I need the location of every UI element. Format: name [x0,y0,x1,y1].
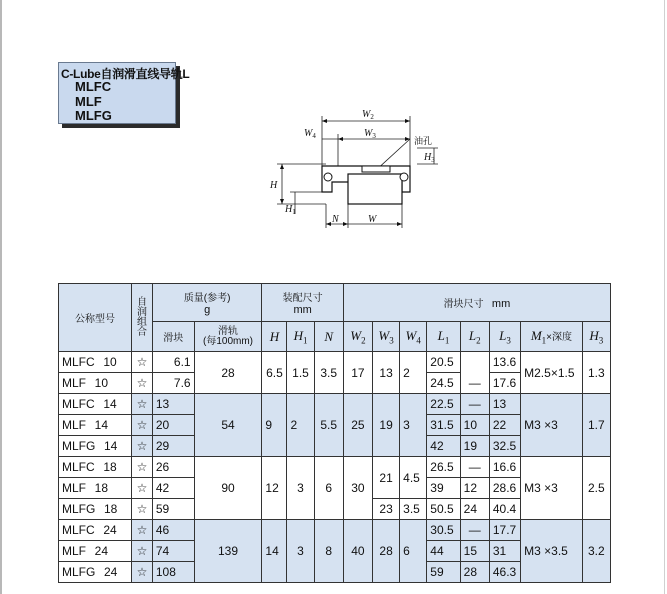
dim-H1: 3 [287,520,314,583]
dim-N: 6 [314,457,343,520]
self-lube-star: ☆ [132,436,153,457]
block-mass: 26 [152,457,194,478]
rail-shape [348,174,402,204]
label-w: W [368,214,377,225]
dim-L1: 39 [427,478,460,499]
dim-W3: 13 [373,352,400,394]
header-W4: $W_4$ [400,322,427,352]
header-mass: 质量(参考) g [152,284,262,322]
dim-W3: 28 [373,520,400,583]
title-main: C-Lube自润滑直线导轨L [61,67,190,81]
dim-H3: 3.2 [582,520,610,583]
title-line-mlf: MLF [75,94,102,109]
title-box [58,62,190,124]
dim-L3: 28.6 [489,478,520,499]
block-mass: 13 [152,394,194,415]
header-L2: $L_2$ [460,322,489,352]
title-line-mlfg: MLFG [75,108,112,123]
label-h: H [270,180,278,191]
dim-W2: 30 [343,457,372,520]
rail-mass: 90 [194,457,262,520]
self-lube-star: ☆ [132,478,153,499]
dim-L3: 46.3 [489,562,520,583]
block-mass: 74 [152,541,194,562]
dim-L2: — [460,520,489,541]
dim-W3: 21 [373,457,400,499]
dim-N: 5.5 [314,394,343,457]
dim-L2: 19 [460,436,489,457]
dim-L1: 44 [427,541,460,562]
dim-H: 14 [262,520,287,583]
header-L3: $L_3$ [489,322,520,352]
self-lube-star: ☆ [132,394,153,415]
dim-M1: M3 ×3 [521,394,583,457]
self-lube-star: ☆ [132,457,153,478]
dim-L3: 31 [489,541,520,562]
dim-L1: 59 [427,562,460,583]
label-h1: $H_1$ [285,204,296,216]
dim-W3: 19 [373,394,400,457]
block-mass: 6.1 [152,352,194,373]
self-lube-star: ☆ [132,562,153,583]
block-mass: 108 [152,562,194,583]
block-mass: 59 [152,499,194,520]
header-N: N [314,322,343,352]
dim-M1: M3 ×3 [521,457,583,520]
dim-L2: — [460,457,489,478]
dim-W4: 6 [400,520,427,583]
dim-L3: 17.6 [489,373,520,394]
dim-L1: 24.5 [427,373,460,394]
model-cell: MLFC 10 [59,352,132,373]
table-row [59,394,611,415]
dim-H: 9 [262,394,287,457]
label-oil-hole: 油孔 [414,137,433,147]
model-cell: MLFG 18 [59,499,132,520]
header-H3: $H_3$ [582,322,610,352]
dim-W2: 40 [343,520,372,583]
dim-H3: 2.5 [582,457,610,520]
dim-M1: M3 ×3.5 [521,520,583,583]
self-lube-star: ☆ [132,541,153,562]
dim-L3: 16.6 [489,457,520,478]
model-cell: MLFC 14 [59,394,132,415]
model-cell: MLF 14 [59,415,132,436]
rail-mass: 139 [194,520,262,583]
header-W2: $W_2$ [343,322,372,352]
model-cell: MLFG 24 [59,562,132,583]
header-model: 公称型号 [59,284,132,352]
spec-table [58,283,611,583]
dim-L1: 26.5 [427,457,460,478]
dim-L1: 20.5 [427,352,460,373]
dim-H3: 1.7 [582,394,610,457]
dim-L3: 22 [489,415,520,436]
model-cell: MLF 10 [59,373,132,394]
dim-L1: 22.5 [427,394,460,415]
dim-H3: 1.3 [582,352,610,394]
dim-W4: 2 [400,352,427,394]
header-self-lube: 自 润 组 合 [132,284,153,352]
block-mass: 46 [152,520,194,541]
self-lube-star: ☆ [132,373,153,394]
dim-H: 12 [262,457,287,520]
table-row [59,457,611,478]
rail-mass: 28 [194,352,262,394]
dim-L3: 32.5 [489,436,520,457]
self-lube-star: ☆ [132,352,153,373]
model-cell: MLF 18 [59,478,132,499]
dim-W3: 23 [373,499,400,520]
label-n: N [332,214,339,225]
block-mass: 20 [152,415,194,436]
table-row [59,520,611,541]
cross-section-diagram [262,104,452,234]
dim-H1: 3 [287,457,314,520]
title-line-mlfc: MLFC [75,79,112,94]
dim-N: 8 [314,520,343,583]
dim-L2: 24 [460,499,489,520]
page-right-border [664,0,665,594]
model-cell: MLF 24 [59,541,132,562]
header-L1: $L_1$ [427,322,460,352]
dim-L1: 50.5 [427,499,460,520]
dim-L2: 15 [460,541,489,562]
header-block-mass: 滑块 [152,322,194,352]
dim-L1: 31.5 [427,415,460,436]
dim-W4: 4.5 [400,457,427,499]
dim-L1: 30.5 [427,520,460,541]
rail-mass: 54 [194,394,262,457]
header-block-dims: 滑块尺寸 mm [343,284,610,322]
self-lube-star: ☆ [132,499,153,520]
dim-L3: 13 [489,394,520,415]
dim-L2 [460,352,489,373]
dim-L2: — [460,394,489,415]
dim-L2: 28 [460,562,489,583]
page-left-border [0,0,2,594]
dim-L2: — [460,373,489,394]
block-mass: 7.6 [152,373,194,394]
header-rail-mass: 滑轨 (每100mm) [194,322,262,352]
header-H1: $H_1$ [287,322,314,352]
dim-L2: 10 [460,415,489,436]
block-mass: 42 [152,478,194,499]
label-w3: $W_3$ [364,128,376,140]
table-row [59,352,611,373]
dim-W2: 25 [343,394,372,457]
dim-W2: 17 [343,352,372,394]
dim-H1: 1.5 [287,352,314,394]
header-H: H [262,322,287,352]
self-lube-star: ☆ [132,520,153,541]
block-mass: 29 [152,436,194,457]
dim-L3: 17.7 [489,520,520,541]
header-W3: $W_3$ [373,322,400,352]
dim-H1: 2 [287,394,314,457]
self-lube-star: ☆ [132,415,153,436]
dim-M1: M2.5×1.5 [521,352,583,394]
dim-L1: 42 [427,436,460,457]
dim-L3: 13.6 [489,352,520,373]
model-cell: MLFG 14 [59,436,132,457]
dim-W4: 3.5 [400,499,427,520]
model-cell: MLFC 18 [59,457,132,478]
dim-N: 3.5 [314,352,343,394]
dim-W4: 3 [400,394,427,457]
label-w4: $W_4$ [304,128,316,140]
header-assembly: 装配尺寸 mm [262,284,343,322]
dim-H: 6.5 [262,352,287,394]
model-cell: MLFC 24 [59,520,132,541]
label-h3: $H_3$ [424,152,435,164]
header-M1: $M_1\times$深度 [521,322,583,352]
dim-L3: 40.4 [489,499,520,520]
label-w2: $W_2$ [362,109,374,121]
dim-L2: 12 [460,478,489,499]
